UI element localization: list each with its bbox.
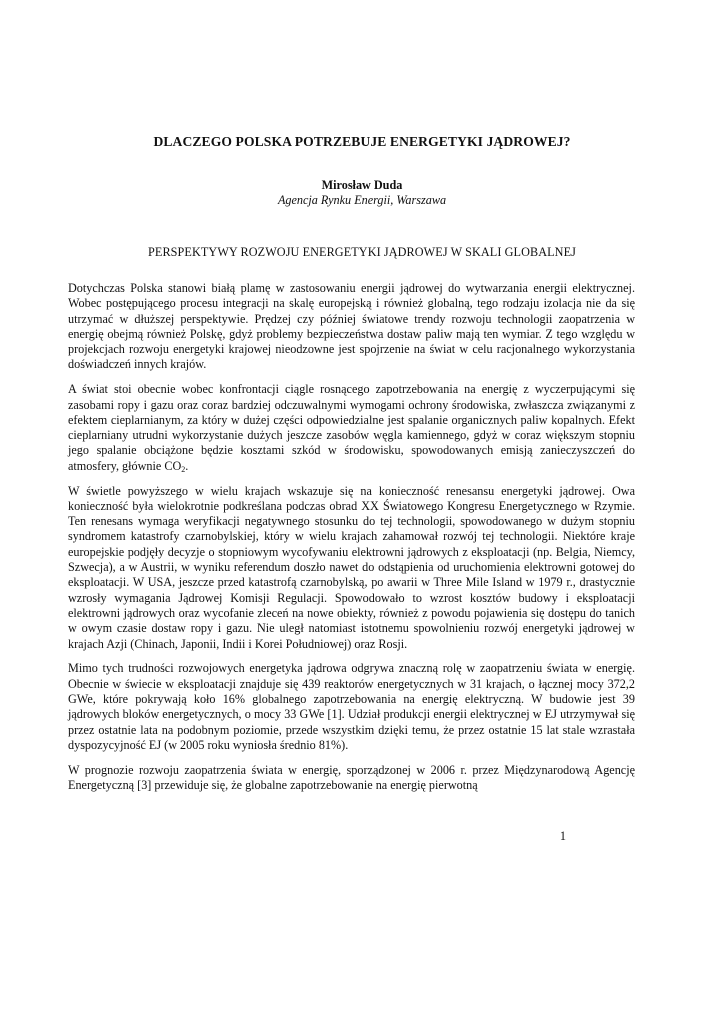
paragraph: Dotychczas Polska stanowi białą plamę w zastosowaniu energii jądrowej do wytwarzania energii elektrycznej. Wobec postępującego procesu integracji na skalę europejską i również globalną, tego rodzaju izolacja nie da się utrzymać w dłuższej perspektywie. Prędzej czy później światowe trendy rozwoju technologii zaopatrzenia w energię obejmą również Polskę, gdyż problemy bezpieczeństwa dostaw paliw mają ten wymiar. Z tego względu w projekcjach rozwoju energetyki krajowej nieodzowne jest spojrzenie na świat w celu racjonalnego wykorzystania doświadczeń innych krajów. xyxy=(68,281,635,372)
paragraph: W prognozie rozwoju zaopatrzenia świata w energię, sporządzonej w 2006 r. przez Międzynarodową Agencję Energetyczną [3] przewiduje się, że globalne zapotrzebowanie na energię pierwotną xyxy=(68,762,635,792)
author-affiliation: Agencja Rynku Energii, Warszawa xyxy=(277,193,447,207)
page-number: 1 xyxy=(559,829,566,843)
paragraph: W świetle powyższego w wielu krajach wskazuje się na konieczność renesansu energetyki jądrowej. Owa konieczność była wielokrotnie podkreślana podczas obrad XX Światowego Kongresu Energetycznego w Rzymie. Ten renesans wymaga weryfikacji negatywnego stosunku do tej technologii, spowodowanego w dużym stopniu syndromem katastrofy czarnobylskiej, który w wielu krajach zahamował rozwój tej technologii. Niektóre kraje europejskie podjęły decyzje o stopniowym wycofywaniu elektrowni jądrowych z eksploatacji (np. Belgia, Niemcy, Szwecja), a w Austrii, w wyniku referendum doszło nawet do odstąpienia od uruchomienia elektrowni gotowej do eksploatacji. W USA, jeszcze przed katastrofą czarnobylską, po awarii w Three Mile Island w 1979 r., drastycznie wzrosły wymagania Jądrowej Komisji Regulacji. Spowodowało to wzrost kosztów budowy i eksploatacji elektrowni jądrowych oraz wycofanie zleceń na nowe obiekty, również z powodu pojawienia się dostępu do tanich w owym czasie dostaw ropy i gazu. Nie uległ natomiast istotnemu spowolnieniu rozwój energetyki jądrowej w krajach Azji (Chinach, Japonii, Indii i Korei Południowej) oraz Rosji. xyxy=(68,483,635,651)
page-title: DLACZEGO POLSKA POTRZEBUJE ENERGETYKI JĄDROWEJ? xyxy=(153,134,571,149)
body-text xyxy=(68,281,635,803)
co2-subscript: 2 xyxy=(181,464,186,474)
author-name: Mirosław Duda xyxy=(321,178,403,192)
section-heading: PERSPEKTYWY ROZWOJU ENERGETYKI JĄDROWEJ W SKALI GLOBALNEJ xyxy=(148,245,576,259)
paragraph: A świat stoi obecnie wobec konfrontacji ciągle rosnącego zapotrzebowania na energię z wyczerpującymi się zasobami ropy i gazu oraz coraz bardziej odczuwalnymi wymogami ochrony środowiska, zwłaszcza związanymi z efektem cieplarnianym, za który w dużej części odpowiedzialne jest spalanie organicznych paliw kopalnych. Efekt cieplarniany utrudni wykorzystanie dużych jeszcze zasobów węgla kamiennego, gdyż w coraz większym stopniu jego spalanie obciążone będzie kosztami szkód w środowisku, spowodowanych emisją zanieczyszczeń do atmosfery, głównie $CO_2$. xyxy=(68,382,635,474)
paragraph: Mimo tych trudności rozwojowych energetyka jądrowa odgrywa znaczną rolę w zaopatrzeniu świata w energię. Obecnie w świecie w eksploatacji znajduje się 439 reaktorów energetycznych w 31 krajach, o łącznej mocy 372,2 GWe, które pokrywają koło 16% globalnego zapotrzebowania na energię elektryczną. W budowie jest 39 jądrowych bloków energetycznych, o mocy 33 GWe [1]. Udział produkcji energii elektrycznej w EJ utrzymywał się przez ostatnie lata na podobnym poziomie, przede wszystkim dzięki temu, że przez ostatnie 15 lat stale wzrastała dyspozycyjność EJ (w 2005 roku wyniosła średnio 81%). xyxy=(68,661,635,752)
